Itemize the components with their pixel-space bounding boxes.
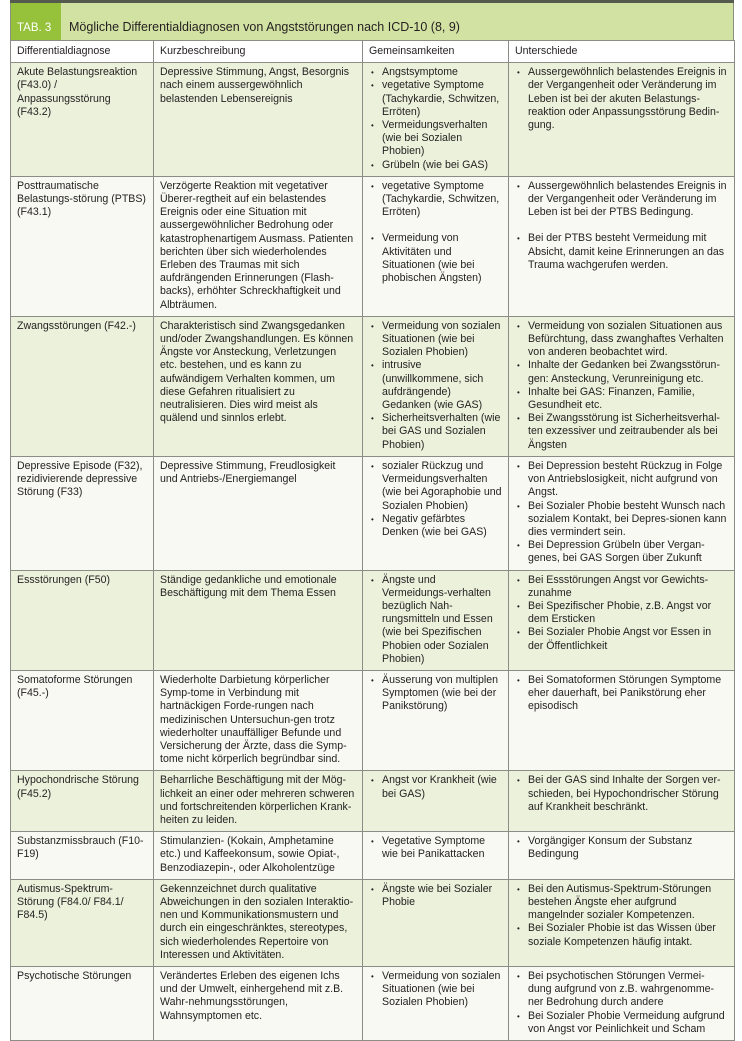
bullet-item: • Bei Zwangsstörung ist Sicherheitsverhal-ten exzessiver und zeitraubender als bei Ängsten <box>515 412 728 452</box>
bullet-item: • Inhalte bei GAS: Finanzen, Familie, Gesundheit etc. <box>515 386 728 412</box>
differences-cell <box>509 456 735 570</box>
bullet-item: • intrusive (unwillkommene, sich aufdrängende) Gedanken (wie GAS) <box>369 359 502 412</box>
bullet-item: • Vorgängiger Konsum der Substanz Bedingung <box>515 835 728 861</box>
description-cell: Depressive Stimmung, Freudlosigkeit und Antriebs-/Energiemangel <box>154 456 363 570</box>
differences-cell <box>509 316 735 456</box>
table-container <box>10 0 734 1041</box>
bullet-item: • Vermeidung von sozialen Situationen (wie bei Sozialen Phobien) <box>369 970 502 1010</box>
table-row <box>11 176 735 316</box>
differences-cell <box>509 570 735 670</box>
bullet-item: • vegetative Symptome (Tachykardie, Schwitzen, Erröten) <box>369 180 502 220</box>
bullet-item: • Bei Essstörungen Angst vor Gewichts-zunahme <box>515 574 728 600</box>
bullet-item: • Vermeidung von sozialen Situationen (wie bei Sozialen Phobien) <box>369 320 502 360</box>
diagnosis-cell: Posttraumatische Belastungs-störung (PTBS) (F43.1) <box>11 176 154 316</box>
bullet-item: • Bei der PTBS besteht Vermeidung mit Absicht, damit keine Erinnerungen an das Trauma wachgerufen werden. <box>515 232 728 272</box>
common-list <box>369 774 502 800</box>
bullet-item: • Ängste wie bei Sozialer Phobie <box>369 883 502 909</box>
bullet-item: • Sicherheitsverhalten (wie bei GAS und Sozialen Phobien) <box>369 412 502 452</box>
diagnosis-cell: Depressive Episode (F32), rezidivierende depressive Störung (F33) <box>11 456 154 570</box>
diagnosis-cell: Somatoforme Störungen (F45.-) <box>11 670 154 770</box>
differences-cell <box>509 771 735 832</box>
common-cell <box>363 670 509 770</box>
common-list <box>369 574 502 666</box>
common-list <box>369 835 502 861</box>
table-row <box>11 456 735 570</box>
differences-list <box>515 180 728 272</box>
differences-list <box>515 883 728 949</box>
diagnosis-cell: Substanzmissbrauch (F10-F19) <box>11 832 154 880</box>
bullet-item: • Grübeln (wie bei GAS) <box>369 159 502 172</box>
common-cell <box>363 879 509 966</box>
diagnosis-cell: Psychotische Störungen <box>11 967 154 1041</box>
column-header-common: Gemeinsamkeiten <box>363 41 509 63</box>
table-row <box>11 670 735 770</box>
common-cell <box>363 832 509 880</box>
bullet-item: • vegetative Symptome (Tachykardie, Schwitzen, Erröten) <box>369 79 502 119</box>
common-list <box>369 180 502 285</box>
description-cell: Depressive Stimmung, Angst, Besorgnis nach einem aussergewöhnlich belastenden Lebensereignis <box>154 63 363 177</box>
diagnosis-cell: Zwangsstörungen (F42.-) <box>11 316 154 456</box>
description-cell: Stimulanzien- (Kokain, Amphetamine etc.) und Kaffeekonsum, sowie Opiat-, Benzodiazepin-, oder Alkoholentzüge <box>154 832 363 880</box>
common-list <box>369 970 502 1010</box>
diagnosis-cell: Essstörungen (F50) <box>11 570 154 670</box>
diagnosis-cell: Hypochondrische Störung (F45.2) <box>11 771 154 832</box>
bullet-item: • Bei psychotischen Störungen Vermei-dung aufgrund von z.B. wahrgenomme-ner Bedrohung durch andere <box>515 970 728 1010</box>
common-cell <box>363 316 509 456</box>
differences-cell <box>509 63 735 177</box>
description-cell: Beharrliche Beschäftigung mit der Mög-lichkeit an einer oder mehreren schweren und fortschreitenden körperlichen Krank-heiten zu leiden. <box>154 771 363 832</box>
bullet-item: • Vegetative Symptome wie bei Panikattacken <box>369 835 502 861</box>
differences-list <box>515 320 728 452</box>
diagnosis-cell: Autismus-Spektrum-Störung (F84.0/ F84.1/ F84.5) <box>11 879 154 966</box>
table-row <box>11 316 735 456</box>
differences-list <box>515 774 728 814</box>
differences-cell <box>509 176 735 316</box>
description-cell: Charakteristisch sind Zwangsgedanken und/oder Zwangshandlungen. Es können Ängste vor Ansteckung, Verletzungen etc. bestehen, und es kann zu aufwändigem Verhalten kommen, um diese Gefahren ritualisiert zu neutralisieren. Dies wird meist als quälend und sinnlos erlebt. <box>154 316 363 456</box>
common-cell <box>363 967 509 1041</box>
common-cell <box>363 176 509 316</box>
description-cell: Verzögerte Reaktion mit vegetativer Überer-regtheit auf ein belastendes Ereignis oder eine Situation mit aussergewöhnlicher Bedrohung oder katastrophenartigem Ausmass. Patienten berichten über sich wiederholendes Erleben des Traumas mit sich aufdrängenden Erinnerungen (Flash-backs), erhöhter Schreckhaftigkeit und Albträumen. <box>154 176 363 316</box>
bullet-item: • Bei Somatoformen Störungen Symptome eher dauerhaft, bei Panikstörung eher episodisch <box>515 674 728 714</box>
differences-cell <box>509 832 735 880</box>
description-cell: Verändertes Erleben des eigenen Ichs und der Umwelt, einhergehend mit z.B. Wahr-nehmungsstörungen, Wahnsymptomen etc. <box>154 967 363 1041</box>
column-header-diagnosis: Differentialdiagnose <box>11 41 154 63</box>
differences-list <box>515 674 728 714</box>
bullet-item: • Inhalte der Gedanken bei Zwangsstörun-gen: Ansteckung, Verunreinigung etc. <box>515 359 728 385</box>
differences-cell <box>509 967 735 1041</box>
bullet-item: • Aussergewöhnlich belastendes Ereignis in der Vergangenheit oder Veränderung im Leben ist bei der PTBS Bedingung. <box>515 180 728 220</box>
header-row <box>11 41 735 63</box>
common-list <box>369 674 502 714</box>
table-title-bar <box>10 3 734 40</box>
bullet-item: • Ängste und Vermeidungs-verhalten bezüglich Nah-rungsmitteln und Essen (wie bei Spezifischen Phobien oder Sozialen Phobien) <box>369 574 502 666</box>
bullet-item: • Vermeidung von Aktivitäten und Situationen (wie bei phobischen Ängsten) <box>369 232 502 285</box>
table-title: Mögliche Differentialdiagnosen von Angststörungen nach ICD-10 (8, 9) <box>69 20 460 34</box>
bullet-item: • Bei Depression besteht Rückzug in Folge von Antriebslosigkeit, nicht aufgrund von Angst. <box>515 460 728 500</box>
differences-list <box>515 66 728 132</box>
description-cell: Gekennzeichnet durch qualitative Abweichungen in den sozialen Interaktio-nen und Kommunikationsmustern und durch ein eingeschränktes, stereotypes, sich wiederholendes Repertoire von Interessen und Aktivitäten. <box>154 879 363 966</box>
bullet-item: • Negativ gefärbtes Denken (wie bei GAS) <box>369 513 502 539</box>
table-row <box>11 771 735 832</box>
common-list <box>369 460 502 539</box>
bullet-item: • Vermeidungsverhalten (wie bei Sozialen Phobien) <box>369 119 502 159</box>
common-cell <box>363 456 509 570</box>
differences-cell <box>509 670 735 770</box>
differences-list <box>515 460 728 566</box>
bullet-item: • Bei der GAS sind Inhalte der Sorgen ver-schieden, bei Hypochondrischer Störung auf Krankheit beschränkt. <box>515 774 728 814</box>
diagnosis-cell: Akute Belastungsreaktion (F43.0) / Anpassungsstörung (F43.2) <box>11 63 154 177</box>
table-row <box>11 570 735 670</box>
table-row <box>11 967 735 1041</box>
common-cell <box>363 570 509 670</box>
bullet-item: • Bei Spezifischer Phobie, z.B. Angst vor dem Ersticken <box>515 600 728 626</box>
bullet-item: • Bei Sozialer Phobie Angst vor Essen in der Öffentlichkeit <box>515 626 728 652</box>
table-row <box>11 832 735 880</box>
bullet-item: • Bei den Autismus-Spektrum-Störungen bestehen Ängste eher aufgrund mangelnder sozialer Kompetenzen. <box>515 883 728 923</box>
table-number-tag: TAB. 3 <box>11 3 61 40</box>
bullet-item: • Angstsymptome <box>369 66 502 79</box>
bullet-item: • Aussergewöhnlich belastendes Ereignis in der Vergangenheit oder Veränderung im Leben ist bei der akuten Belastungs-reaktion oder Anpassungsstörung Bedin-gung. <box>515 66 728 132</box>
differences-list <box>515 970 728 1036</box>
table-row <box>11 63 735 177</box>
table-row <box>11 879 735 966</box>
description-cell: Wiederholte Darbietung körperlicher Symp-tome in Verbindung mit hartnäckigen Forde-rungen nach medizinischen Untersuchun-gen trotz wiederholter unauffälliger Befunde und Versicherung der Ärzte, dass die Symp-tome nicht körperlich begründbar sind. <box>154 670 363 770</box>
bullet-item: • Äusserung von multiplen Symptomen (wie bei der Panikstörung) <box>369 674 502 714</box>
common-list <box>369 883 502 909</box>
column-header-differences: Unterschiede <box>509 41 735 63</box>
differences-list <box>515 835 728 861</box>
bullet-item: • sozialer Rückzug und Vermeidungsverhalten (wie bei Agoraphobie und Sozialen Phobien) <box>369 460 502 513</box>
bullet-item: • Bei Depression Grübeln über Vergan-genes, bei GAS Sorgen über Zukunft <box>515 539 728 565</box>
common-cell <box>363 63 509 177</box>
bullet-item: • Bei Sozialer Phobie Vermeidung aufgrund von Angst vor Peinlichkeit und Scham <box>515 1010 728 1036</box>
bullet-item: • Vermeidung von sozialen Situationen aus Befürchtung, dass zwanghaftes Verhalten von anderen beobachtet wird. <box>515 320 728 360</box>
bullet-item: • Bei Sozialer Phobie besteht Wunsch nach sozialem Kontakt, bei Depres-sionen kann dies vermindert sein. <box>515 500 728 540</box>
differences-cell <box>509 879 735 966</box>
differential-diagnosis-table <box>10 40 735 1041</box>
differences-list <box>515 574 728 653</box>
column-header-description: Kurzbeschreibung <box>154 41 363 63</box>
bullet-item: • Angst vor Krankheit (wie bei GAS) <box>369 774 502 800</box>
common-list <box>369 66 502 172</box>
bullet-item: • Bei Sozialer Phobie ist das Wissen über soziale Kompetenzen häufig intakt. <box>515 922 728 948</box>
common-cell <box>363 771 509 832</box>
common-list <box>369 320 502 452</box>
description-cell: Ständige gedankliche und emotionale Beschäftigung mit dem Thema Essen <box>154 570 363 670</box>
